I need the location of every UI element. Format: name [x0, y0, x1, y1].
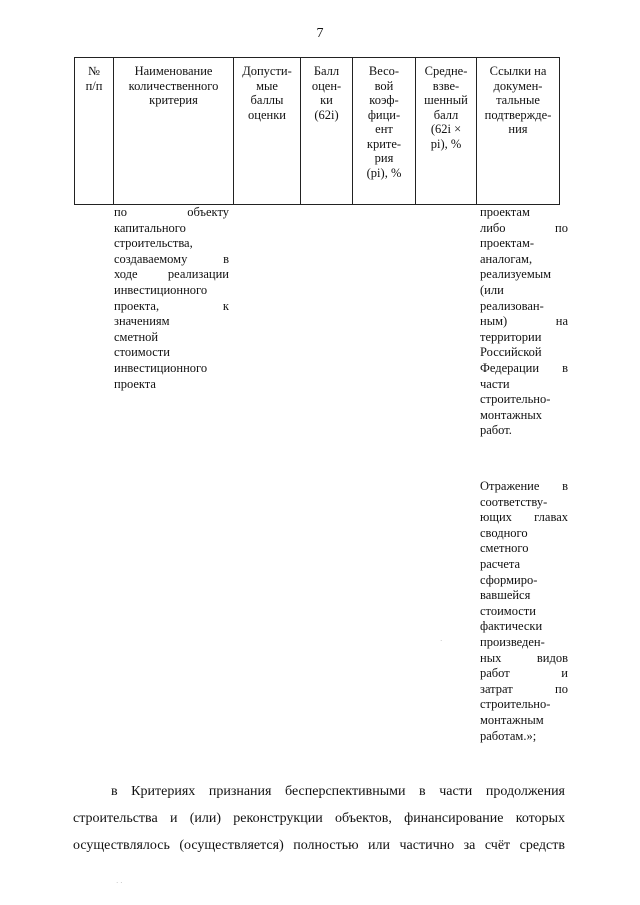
references-text-part2 — [480, 479, 568, 744]
reference-line: проектам — [480, 205, 530, 219]
body-paragraph — [73, 778, 565, 859]
reference-line: произведен- — [480, 634, 545, 649]
reference-line: работам.»; — [480, 728, 537, 743]
criterion-line: строительства, — [114, 236, 193, 251]
reference-line: Российской — [480, 345, 542, 360]
reference-line: работ и — [480, 666, 568, 681]
reference-line: работ. — [480, 423, 512, 438]
reference-line: (или — [480, 282, 504, 297]
header-cell-weighted-average: Средне- взве- шенный балл (62i × pi), % — [424, 64, 468, 151]
criterion-line: инвестиционного — [114, 360, 208, 375]
scan-speck: · — [440, 637, 443, 645]
reference-line: ющих главах — [480, 510, 568, 525]
header-cell-weight-coefficient: Весо- вой коэф- фици- ент крите- рия (pi), % — [366, 64, 402, 180]
criterion-line: значениям — [114, 314, 170, 329]
reference-line: расчета — [480, 556, 521, 571]
reference-line: либо по — [480, 220, 568, 235]
criterion-line: создаваемому в — [114, 251, 229, 266]
reference-line: территории — [480, 329, 542, 344]
criterion-line: проекта — [114, 376, 156, 391]
criterion-line: сметной — [114, 329, 159, 344]
reference-line: ных видов — [480, 650, 568, 665]
reference-line: Отражение в — [480, 479, 568, 493]
criterion-line: стоимости — [114, 345, 170, 360]
paragraph-line: осуществлялось (осуществляется) полностью или частично за счёт средств — [73, 838, 565, 853]
references-text-part1 — [480, 205, 568, 439]
header-cell-criterion-name: Наименование количественного критерия — [128, 64, 219, 107]
paragraph-line: строительства и (или) реконструкции объектов, финансирование которых — [73, 811, 565, 826]
header-cell-document-references: Ссылки на докумен- тальные подтвержде- ния — [484, 64, 552, 136]
criterion-line: инвестиционного — [114, 282, 208, 297]
criterion-line: ходе реализации — [114, 267, 229, 282]
reference-line: строительно- — [480, 392, 551, 407]
page-number: 7 — [316, 26, 324, 41]
reference-line: сметного — [480, 541, 529, 556]
reference-line: вавшейся — [480, 588, 531, 603]
reference-line: части — [480, 376, 510, 391]
reference-line: фактически — [480, 619, 543, 634]
header-cell-number: № п/п — [85, 64, 103, 93]
header-cell-score: Балл оцен- ки (62i) — [311, 64, 342, 122]
criterion-name-text — [114, 205, 229, 392]
reference-line: ным) на — [480, 314, 568, 329]
criterion-line: капитального — [114, 220, 186, 235]
reference-line: монтажным — [480, 712, 544, 727]
reference-line: аналогам, — [480, 251, 533, 266]
reference-line: соответству- — [480, 494, 548, 509]
reference-line: сводного — [480, 525, 528, 540]
reference-line: стоимости — [480, 603, 536, 618]
reference-line: монтажных — [480, 407, 542, 422]
reference-line: проектам- — [480, 236, 535, 251]
reference-line: строительно- — [480, 697, 551, 712]
reference-line: Федерации в — [480, 360, 568, 375]
reference-line: реализован- — [480, 298, 544, 313]
reference-line: реализуемым — [480, 267, 552, 282]
scan-speck: · · — [116, 879, 123, 887]
criterion-line: проекта, к — [114, 298, 229, 313]
paragraph-line: в Критериях признания бесперспективными в части продолжения — [111, 784, 565, 799]
reference-line: затрат по — [480, 681, 568, 696]
header-cell-allowed-scores: Допусти- мые баллы оценки — [242, 64, 292, 122]
reference-line: сформиро- — [480, 572, 538, 587]
criterion-line: по объекту — [114, 205, 229, 219]
